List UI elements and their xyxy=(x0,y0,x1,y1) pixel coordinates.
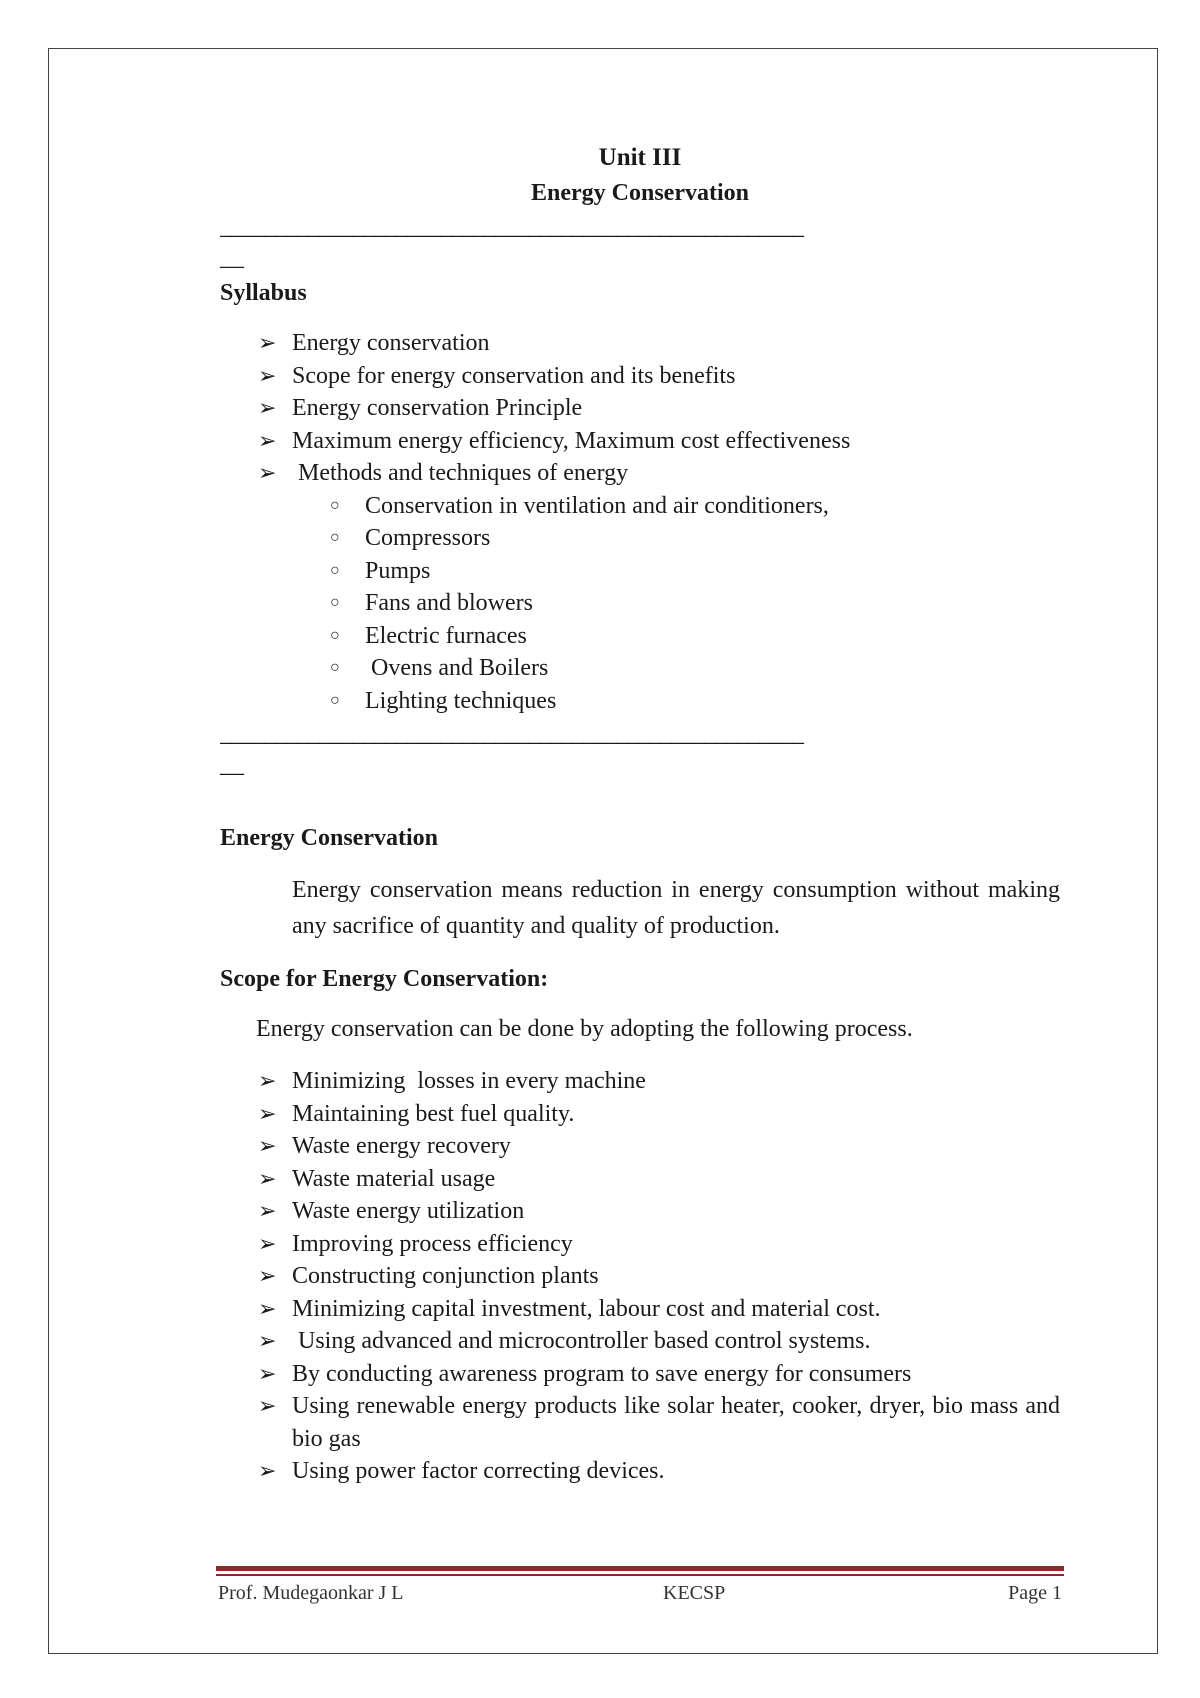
list-item: ○ Lighting techniques xyxy=(220,685,1060,718)
arrow-bullet-icon: ➢ xyxy=(258,1230,277,1256)
circle-bullet-icon: ○ xyxy=(330,691,340,709)
page-footer xyxy=(218,1582,1062,1612)
arrow-bullet-icon: ➢ xyxy=(258,1100,277,1126)
arrow-bullet-icon: ➢ xyxy=(258,1360,277,1386)
list-item: ➢ Maximum energy efficiency, Maximum cost effectiveness xyxy=(220,425,1060,458)
arrow-bullet-icon: ➢ xyxy=(258,362,277,388)
arrow-bullet-icon: ➢ xyxy=(258,1198,277,1223)
arrow-bullet-icon: ➢ xyxy=(258,330,277,355)
circle-bullet-icon: ○ xyxy=(330,626,340,644)
syllabus-sublist xyxy=(220,490,1060,718)
list-item: ➢ Waste energy recovery xyxy=(220,1130,1060,1163)
circle-bullet-icon: ○ xyxy=(330,561,340,579)
list-item: ○ Electric furnaces xyxy=(220,620,1060,653)
list-item: ➢ Using renewable energy products like solar heater, cooker, dryer, bio mass and bio gas xyxy=(220,1390,1060,1455)
arrow-bullet-icon: ➢ xyxy=(258,1295,277,1321)
arrow-bullet-icon: ➢ xyxy=(258,1165,277,1191)
arrow-bullet-icon: ➢ xyxy=(258,1393,277,1418)
definition-paragraph: Energy conservation means reduction in energy consumption without making any sacrifice of quantity and quality of production. xyxy=(292,877,1060,939)
list-item: ➢ Improving process efficiency xyxy=(220,1228,1060,1261)
arrow-bullet-icon: ➢ xyxy=(258,1068,277,1093)
list-item: ➢ Constructing conjunction plants xyxy=(220,1260,1060,1293)
list-item: ➢ Using advanced and microcontroller based control systems. xyxy=(220,1325,1060,1358)
list-item: ○ Pumps xyxy=(220,555,1060,588)
arrow-bullet-icon: ➢ xyxy=(258,1133,277,1158)
circle-bullet-icon: ○ xyxy=(330,529,340,546)
footer-page-number: Page 1 xyxy=(1008,1582,1062,1604)
circle-bullet-icon: ○ xyxy=(330,496,340,514)
arrow-bullet-icon: ➢ xyxy=(258,460,277,485)
footer-rule-thin xyxy=(216,1574,1064,1576)
footer-rule xyxy=(216,1566,1064,1571)
list-item: ➢ Energy conservation xyxy=(220,327,1060,360)
arrow-bullet-icon: ➢ xyxy=(258,427,277,453)
arrow-bullet-icon: ➢ xyxy=(258,1328,277,1353)
separator-tail: __ xyxy=(220,752,244,778)
document-content xyxy=(220,140,1060,1488)
list-item: ➢ Minimizing capital investment, labour cost and material cost. xyxy=(220,1293,1060,1326)
section-heading: Energy Conservation xyxy=(220,825,438,851)
list-item: ○ Fans and blowers xyxy=(220,587,1060,620)
intro-paragraph: Energy conservation can be done by adopting the following process. xyxy=(256,1016,913,1042)
circle-bullet-icon: ○ xyxy=(330,594,340,611)
list-item: ➢ Minimizing losses in every machine xyxy=(220,1065,1060,1098)
separator-line: _____________________________________________________ xyxy=(220,214,803,240)
arrow-bullet-icon: ➢ xyxy=(258,1458,277,1483)
syllabus-heading: Syllabus xyxy=(220,280,307,306)
list-item: ○ Ovens and Boilers xyxy=(220,652,1060,685)
list-item: ➢ Energy conservation Principle xyxy=(220,392,1060,425)
scope-list xyxy=(220,1065,1060,1488)
list-item: ➢ Maintaining best fuel quality. xyxy=(220,1098,1060,1131)
circle-bullet-icon: ○ xyxy=(330,659,340,676)
list-item: ○ Compressors xyxy=(220,522,1060,555)
footer-institute: KECSP xyxy=(663,1582,726,1604)
page-title: Energy Conservation xyxy=(531,180,749,206)
separator-tail: __ xyxy=(220,245,244,271)
list-item: ➢ By conducting awareness program to save energy for consumers xyxy=(220,1358,1060,1391)
list-item: ➢ Waste material usage xyxy=(220,1163,1060,1196)
footer-author: Prof. Mudegaonkar J L xyxy=(218,1582,404,1604)
section-heading: Scope for Energy Conservation: xyxy=(220,966,549,992)
arrow-bullet-icon: ➢ xyxy=(258,395,277,420)
list-item: ➢ Using power factor correcting devices. xyxy=(220,1455,1060,1488)
syllabus-list xyxy=(220,327,1060,490)
list-item: ➢ Scope for energy conservation and its benefits xyxy=(220,360,1060,393)
list-item: ➢ Methods and techniques of energy xyxy=(220,457,1060,490)
list-item: ○ Conservation in ventilation and air conditioners, xyxy=(220,490,1060,523)
separator-line: _____________________________________________________ xyxy=(220,721,803,747)
unit-title: Unit III xyxy=(598,144,682,171)
arrow-bullet-icon: ➢ xyxy=(258,1263,277,1288)
list-item: ➢ Waste energy utilization xyxy=(220,1195,1060,1228)
